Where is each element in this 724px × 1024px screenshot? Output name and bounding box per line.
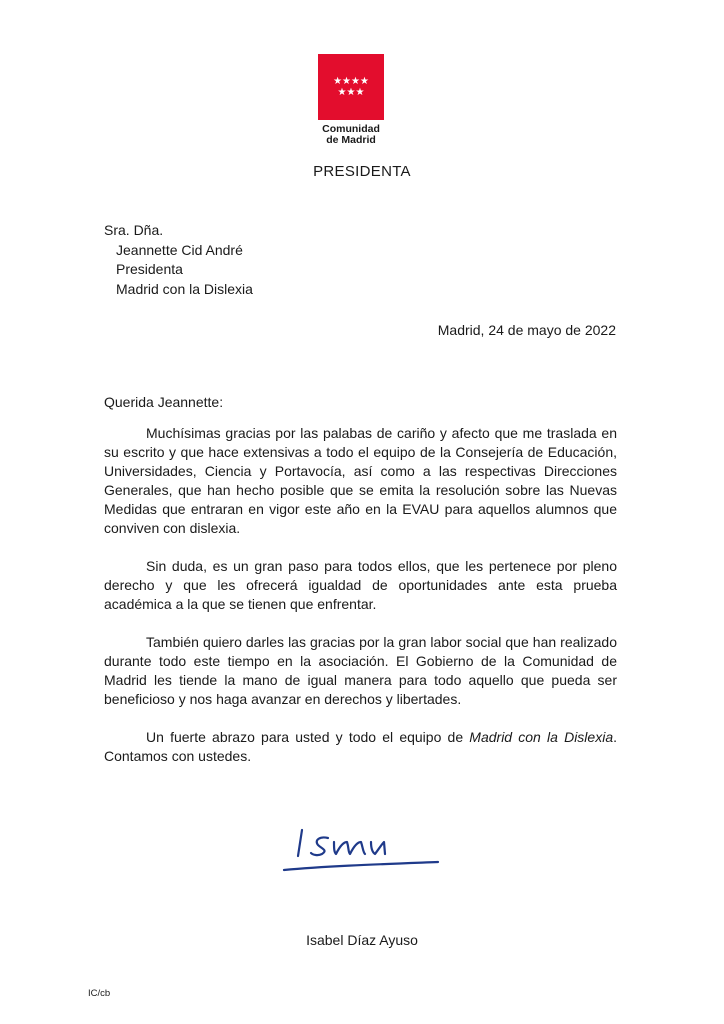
salutation: Querida Jeannette: xyxy=(104,394,224,410)
logo-line-1: Comunidad xyxy=(322,123,380,135)
logo-red-square xyxy=(318,54,384,120)
letter-body xyxy=(104,424,617,766)
recipient-organization: Madrid con la Dislexia xyxy=(116,280,253,297)
paragraph-4-start: Un fuerte abrazo para usted y todo el equipo de xyxy=(146,729,470,745)
logo-stars-bottom-icon: ★★★ xyxy=(337,87,365,98)
paragraph-4 xyxy=(104,728,617,766)
logo-wordmark xyxy=(318,124,384,146)
recipient-position: Presidenta xyxy=(116,261,183,277)
paragraph-2: Sin duda, es un gran paso para todos ellos, que les pertenece por pleno derecho y que les ofrecerá igualdad de oportunidades ante esta prueba académica a la que se tienen que enfrentar. xyxy=(104,558,617,612)
recipient-name: Jeannette Cid André xyxy=(116,241,243,258)
paragraph-3: También quiero darles las gracias por la gran labor social que han realizado durante todo este tiempo en la asociación. El Gobierno de la Comunidad de Madrid les tiende la mano de igual manera para todo aquello que pueda ser beneficioso y nos haga avanzar en derechos y libertades. xyxy=(104,634,617,707)
office-heading: PRESIDENTA xyxy=(313,163,411,180)
recipient-title: Sra. Dña. xyxy=(104,222,164,238)
paragraph-4-end: . Contamos con ustedes. xyxy=(104,729,617,764)
paragraph-1: Muchísimas gracias por las palabas de cariño y afecto que me traslada en su escrito y que hace extensivas a todo el equipo de la Consejería de Educación, Universidades, Ciencia y Portavocía, así como a las respectivas Direcciones Generales, que han hecho posible que se emita la resolución sobre las Nuevas Medidas que entraran en vigor este año en la EVAU para aquellos alumnos que conviven con dislexia. xyxy=(104,425,617,536)
comunidad-de-madrid-logo xyxy=(318,54,384,146)
paragraph-4-association-name: Madrid con la Dislexia xyxy=(469,729,614,745)
reference-initials: IC/cb xyxy=(88,988,111,999)
recipient-block xyxy=(104,221,253,299)
logo-stars-top-icon: ★★★★ xyxy=(333,76,369,87)
signer-name: Isabel Díaz Ayuso xyxy=(306,932,418,948)
handwritten-signature-icon xyxy=(276,818,446,878)
logo-line-2: de Madrid xyxy=(326,134,376,146)
letter-date: Madrid, 24 de mayo de 2022 xyxy=(437,322,616,338)
